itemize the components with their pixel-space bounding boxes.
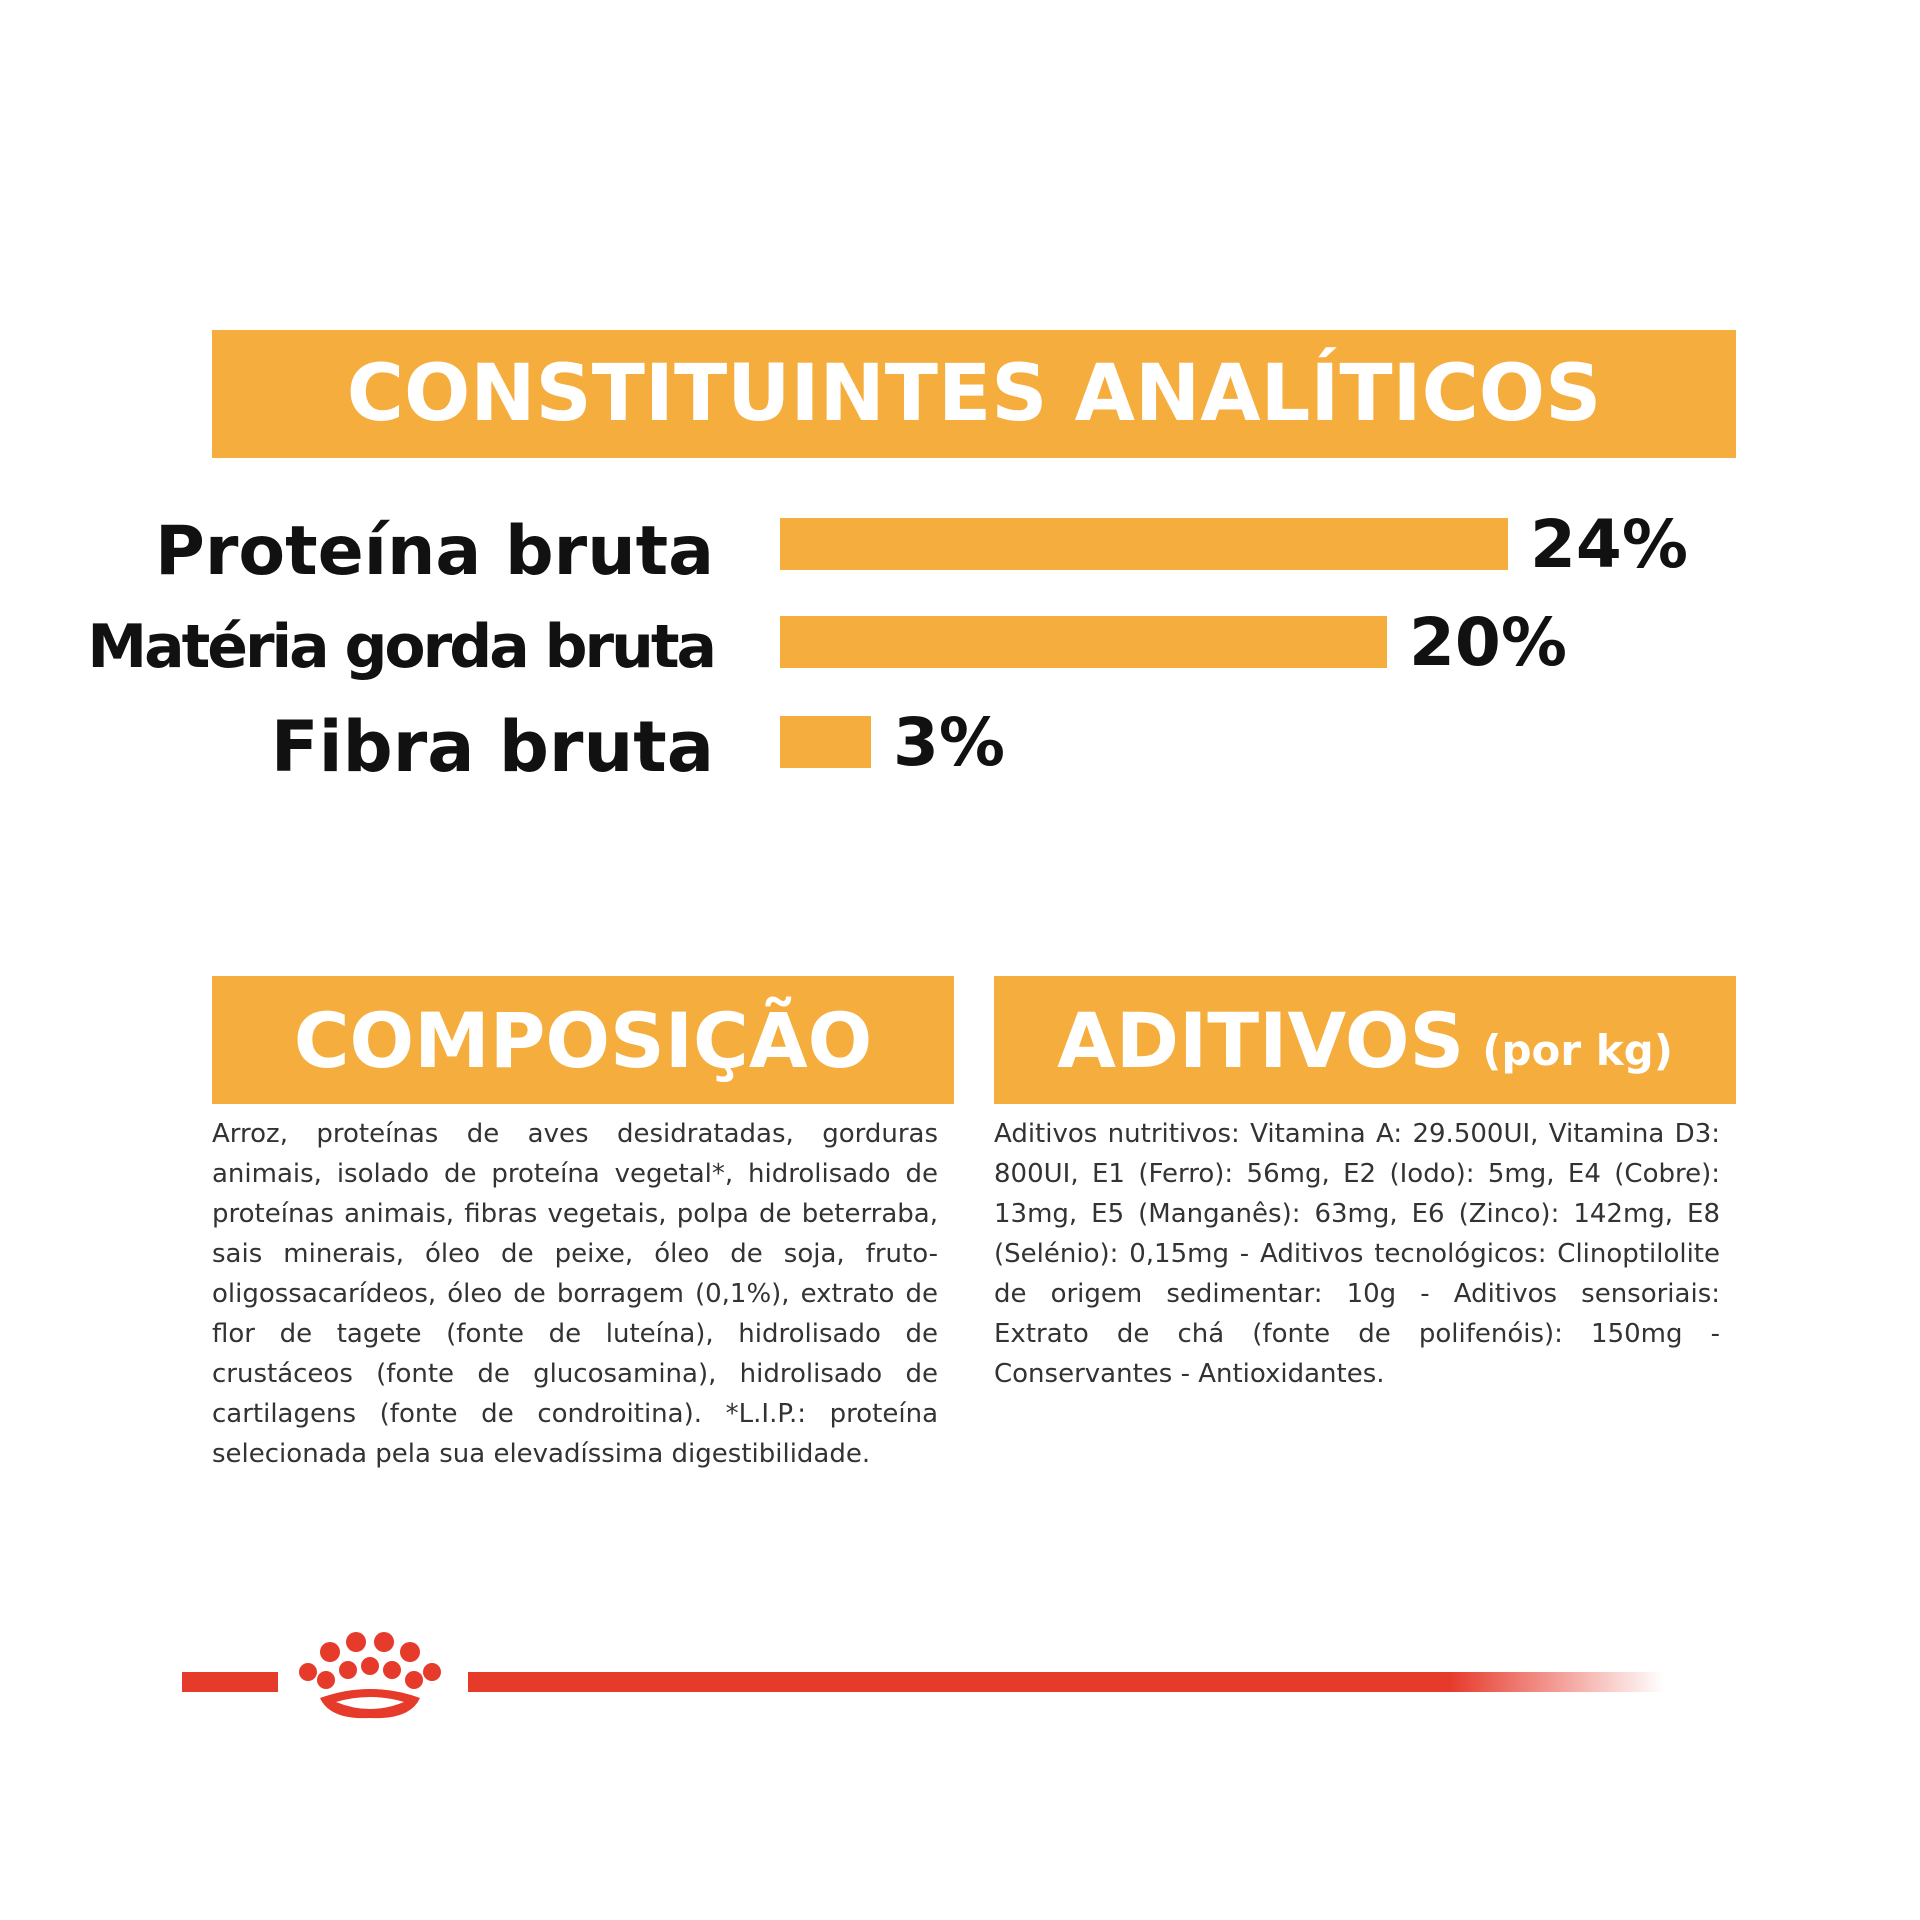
footer-line-left [182,1672,278,1692]
fat-label: Matéria gorda bruta [87,612,714,682]
composition-text: Arroz, proteínas de aves desidratadas, gorduras animais, isolado de proteína vegetal*, hidrolisado de proteínas animais, fibras vegetais, polpa de beterraba, sais minerais, óleo de peixe, óleo de soja, fruto-oligossacarídeos, óleo de borragem (0,1%), extrato de flor de tagete (fonte de luteína), hidrolisado de crustáceos (fonte de glucosamina), hidrolisado de cartilagens (fonte de condroitina). *L.I.P.: proteína selecionada pela sua elevadíssima digestibilidade. [212,1119,938,1469]
composition-header [212,976,954,1104]
additives-text: Aditivos nutritivos: Vitamina A: 29.500UI, Vitamina D3: 800UI, E1 (Ferro): 56mg, E2 (Iodo): 5mg, E4 (Cobre): 13mg, E5 (Manganês): 63mg, E6 (Zinco): 142mg, E8 (Selénio): 0,15mg - Aditivos tecnológicos: Clinoptilolite de origem sedimentar: 10g - Aditivos sensoriais: Extrato de chá (fonte de polifenóis): 150mg - Conservantes - Antioxidantes. [994,1119,1720,1389]
royal-canin-crown-icon [290,1632,450,1722]
fiber-value: 3% [893,704,1006,781]
composition-title: COMPOSIÇÃO [293,995,873,1085]
fat-bar [780,616,1387,668]
analytic-constituents-header [212,330,1736,458]
fiber-bar [780,716,871,768]
footer-line-right [468,1672,1664,1692]
protein-value: 24% [1530,506,1688,583]
protein-bar [780,518,1508,570]
additives-title-suffix: (por kg) [1482,1025,1673,1075]
additives-header [994,976,1736,1104]
fat-value: 20% [1409,604,1567,681]
fiber-label: Fibra bruta [270,706,714,788]
protein-label: Proteína bruta [154,512,714,591]
additives-title: ADITIVOS [1057,995,1465,1085]
analytic-constituents-title: CONSTITUINTES ANALÍTICOS [346,349,1602,439]
